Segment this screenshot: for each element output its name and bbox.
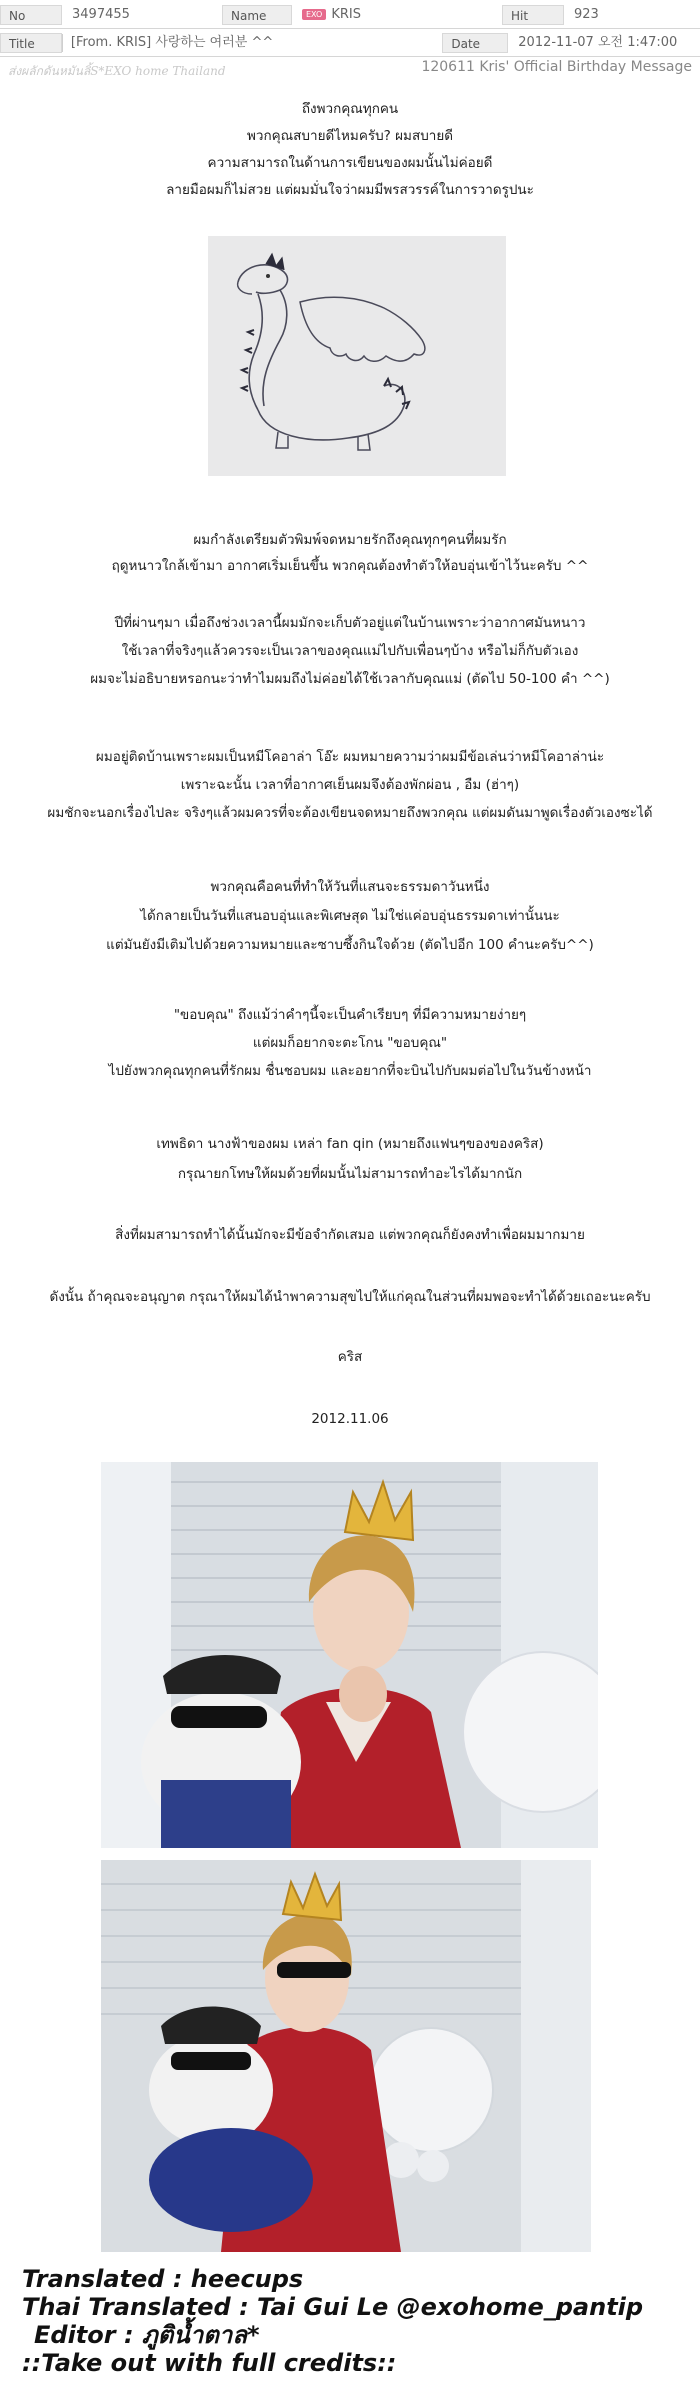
title-separator xyxy=(62,34,63,52)
letter-line: ปีที่ผ่านๆมา เมื่อถึงช่วงเวลานี้ผมมักจะเก็บตัวอยู่แต่ในบ้านเพราะว่าอากาศมันหนาว xyxy=(114,615,586,631)
date-label: Date xyxy=(442,33,508,53)
name-label: Name xyxy=(222,5,292,25)
credit-translated: Translated : heecups xyxy=(22,2265,304,2293)
letter-line: พวกคุณสบายดีไหมครับ? ผมสบายดี xyxy=(246,128,454,144)
message-subtitle: 120611 Kris' Official Birthday Message xyxy=(421,59,692,75)
photo-1 xyxy=(101,1462,598,1848)
credits-block xyxy=(22,2265,643,2377)
photo-2 xyxy=(101,1860,591,2252)
letter-line: แต่มันยังมีเติมไปด้วยความหมายและซาบซึ้งกินใจด้วย (ตัดไปอีก 100 คำนะครับ^^) xyxy=(106,937,594,953)
letter-paragraph-6 xyxy=(0,1001,700,1085)
credit-take-out: ::Take out with full credits:: xyxy=(22,2349,397,2377)
letter-line: สิ่งที่ผมสามารถทำได้นั้นมักจะมีข้อจำกัดเสมอ แต่พวกคุณก็ยังคงทำเพื่อผมมากมาย xyxy=(115,1227,585,1243)
meta-row-1 xyxy=(0,4,700,26)
letter-line: ได้กลายเป็นวันที่แสนอบอุ่นและพิเศษสุด ไม่ใช่แค่อบอุ่นธรรมดาเท่านั้นนะ xyxy=(140,908,560,924)
letter-paragraph-9 xyxy=(0,1283,700,1311)
letter-line: ผมกำลังเตรียมตัวพิมพ์จดหมายรักถึงคุณทุกๆคนที่ผมรัก xyxy=(193,532,507,548)
letter-line: ดังนั้น ถ้าคุณจะอนุญาต กรุณาให้ผมได้นำพาความสุขไปให้แก่คุณในส่วนที่ผมพอจะทำได้ด้วยเถอะนะครับ xyxy=(49,1289,651,1305)
header-divider-1 xyxy=(0,28,700,29)
meta-row-2 xyxy=(0,32,700,54)
letter-paragraph-8 xyxy=(0,1221,700,1249)
letter-paragraph-2 xyxy=(0,527,700,579)
letter-line: ถึงพวกคุณทุกคน xyxy=(301,101,399,117)
credit-editor: Editor : ภูติน้ำตาล* xyxy=(34,2321,260,2349)
letter-line: เทพธิดา นางฟ้าของผม เหล่า fan qin (หมายถึงแฟนๆของของคริส) xyxy=(156,1136,544,1152)
letter-line: ใช้เวลาที่จริงๆแล้วควรจะเป็นเวลาของคุณแม่ไปกับเพื่อนๆบ้าง หรือไม่ก็กับตัวเอง xyxy=(121,643,579,659)
drawing-image xyxy=(208,236,506,476)
title-label: Title xyxy=(0,33,62,53)
signature-block xyxy=(0,1343,700,1371)
letter-line: ฤดูหนาวใกล้เข้ามา อากาศเริ่มเย็นขึ้น พวกคุณต้องทำตัวให้อบอุ่นเข้าไว้นะครับ ^^ xyxy=(111,558,589,574)
header-divider-2 xyxy=(0,56,700,57)
letter-line: ความสามารถในด้านการเขียนของผมนั้นไม่ค่อยดี xyxy=(207,155,493,171)
photo-1-illustration xyxy=(101,1462,598,1848)
credit-thai-translated: Thai Translated : Tai Gui Le @exohome_pantip xyxy=(22,2293,644,2321)
letter-line: ลายมือผมก็ไม่สวย แต่ผมมั่นใจว่าผมมีพรสวรรค์ในการวาดรูปนะ xyxy=(166,182,534,198)
no-label: No xyxy=(0,5,62,25)
name-badge: EXO xyxy=(302,9,326,20)
letter-paragraph-1 xyxy=(0,96,700,204)
watermark: ส่งผลักดันหมันลิ้S*EXO home Thailand xyxy=(8,64,226,78)
letter-date-block xyxy=(0,1405,700,1433)
letter-paragraph-3 xyxy=(0,609,700,693)
letter-line: แต่ผมก็อยากจะตะโกน "ขอบคุณ" xyxy=(252,1035,448,1051)
post-title: [From. KRIS] 사랑하는 여러분 ^^ xyxy=(70,35,274,50)
hit-label: Hit xyxy=(502,5,564,25)
post-date: 2012-11-07 오전 1:47:00 xyxy=(518,35,678,50)
author-name[interactable] xyxy=(292,5,502,25)
letter-line: ผมอยู่ติดบ้านเพราะผมเป็นหมีโคอาล่า โอ๊ะ ผมหมายความว่าผมมีข้อเล่นว่าหมีโคอาล่าน่ะ xyxy=(95,749,605,765)
letter-paragraph-5 xyxy=(0,873,700,960)
letter-line: "ขอบคุณ" ถึงแม้ว่าคำๆนี้จะเป็นคำเรียบๆ ที่มีความหมายง่ายๆ xyxy=(173,1007,527,1023)
dragon-drawing xyxy=(208,236,506,476)
photo-2-illustration xyxy=(101,1860,591,2252)
letter-line: ไปยังพวกคุณทุกคนที่รักผม ชื่นชอบผม และอยากที่จะบินไปกับผมต่อไปในวันข้างหน้า xyxy=(108,1063,592,1079)
letter-line: พวกคุณคือคนที่ทำให้วันที่แสนจะธรรมดาวันหนึ่ง xyxy=(210,879,490,895)
post-number: 3497455 xyxy=(72,7,130,22)
letter-paragraph-4 xyxy=(0,743,700,827)
hit-count: 923 xyxy=(574,7,599,22)
signature: คริส xyxy=(337,1349,363,1365)
letter-line: ผมชักจะนอกเรื่องไปละ จริงๆแล้วผมควรที่จะต้องเขียนจดหมายถึงพวกคุณ แต่ผมดันมาพูดเรื่องตัวเองซะได้ xyxy=(47,805,653,821)
letter-paragraph-7 xyxy=(0,1129,700,1189)
letter-date: 2012.11.06 xyxy=(311,1411,389,1427)
author-name-text: KRIS xyxy=(331,7,361,22)
letter-line: เพราะฉะนั้น เวลาที่อากาศเย็นผมจึงต้องพักผ่อน , อืม (ฮ่าๆ) xyxy=(180,777,520,793)
letter-line: กรุณายกโทษให้ผมด้วยที่ผมนั้นไม่สามารถทำอะไรได้มากนัก xyxy=(177,1166,523,1182)
letter-line: ผมจะไม่อธิบายหรอกนะว่าทำไมผมถึงไม่ค่อยได้ใช้เวลากับคุณแม่ (ตัดไป 50-100 คำ ^^) xyxy=(90,671,610,687)
